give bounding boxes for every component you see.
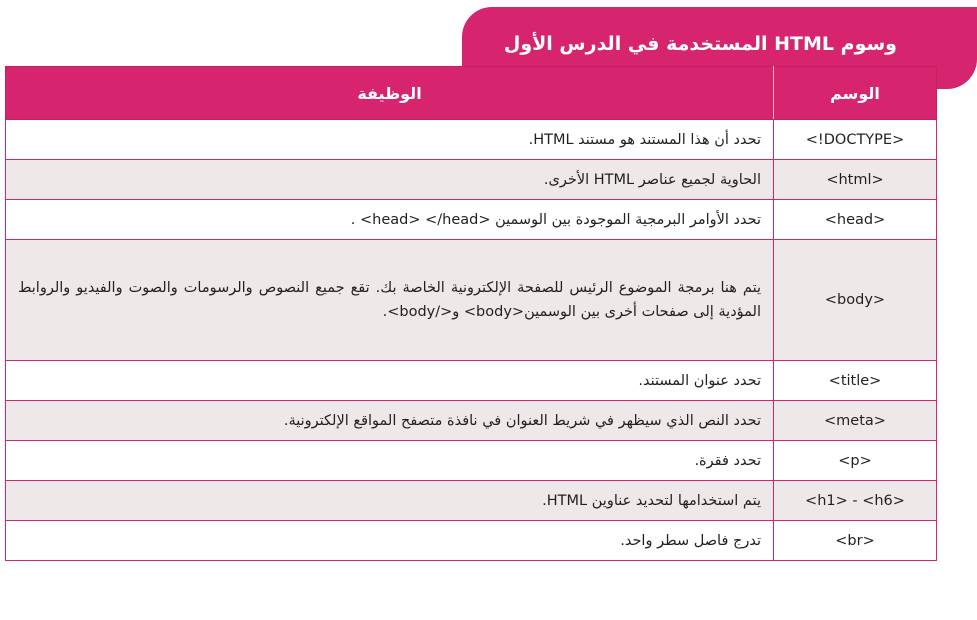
tag-cell: <br>	[774, 521, 937, 561]
function-cell: تحدد فقرة.	[6, 441, 774, 481]
table-title: وسوم HTML المستخدمة في الدرس الأول	[503, 33, 897, 55]
table-row	[6, 240, 937, 361]
function-cell: يتم هنا برمجة الموضوع الرئيس للصفحة الإلكترونية الخاصة بك. تقع جميع النصوص والرسومات والصوت والفيديو والروابط المؤدية إلى صفحات أخرى بين الوسمين<body> و</body>.	[6, 240, 774, 361]
table-row	[6, 361, 937, 401]
table-row	[6, 160, 937, 200]
tag-cell: <p>	[774, 441, 937, 481]
table-row	[6, 120, 937, 160]
function-cell: تحدد النص الذي سيظهر في شريط العنوان في نافذة متصفح المواقع الإلكترونية.	[6, 401, 774, 441]
function-cell: تدرج فاصل سطر واحد.	[6, 521, 774, 561]
function-cell: الحاوية لجميع عناصر HTML الأخرى.	[6, 160, 774, 200]
tag-cell: <title>	[774, 361, 937, 401]
function-cell: تحدد الأوامر البرمجية الموجودة بين الوسمين <head> </head> .	[6, 200, 774, 240]
table-header-row	[6, 67, 937, 120]
tag-cell: <!DOCTYPE>	[774, 120, 937, 160]
tag-cell: <h1> - <h6>	[774, 481, 937, 521]
header-function: الوظيفة	[6, 67, 774, 120]
table-row	[6, 521, 937, 561]
tag-cell: <html>	[774, 160, 937, 200]
table-row	[6, 441, 937, 481]
tag-cell: <meta>	[774, 401, 937, 441]
html-tags-table	[5, 66, 937, 561]
header-tag: الوسم	[774, 67, 937, 120]
tag-cell: <head>	[774, 200, 937, 240]
table-row	[6, 401, 937, 441]
function-cell: تحدد عنوان المستند.	[6, 361, 774, 401]
function-cell: يتم استخدامها لتحديد عناوين HTML.	[6, 481, 774, 521]
table-row	[6, 481, 937, 521]
function-cell: تحدد أن هذا المستند هو مستند HTML.	[6, 120, 774, 160]
tag-cell: <body>	[774, 240, 937, 361]
table-row	[6, 200, 937, 240]
